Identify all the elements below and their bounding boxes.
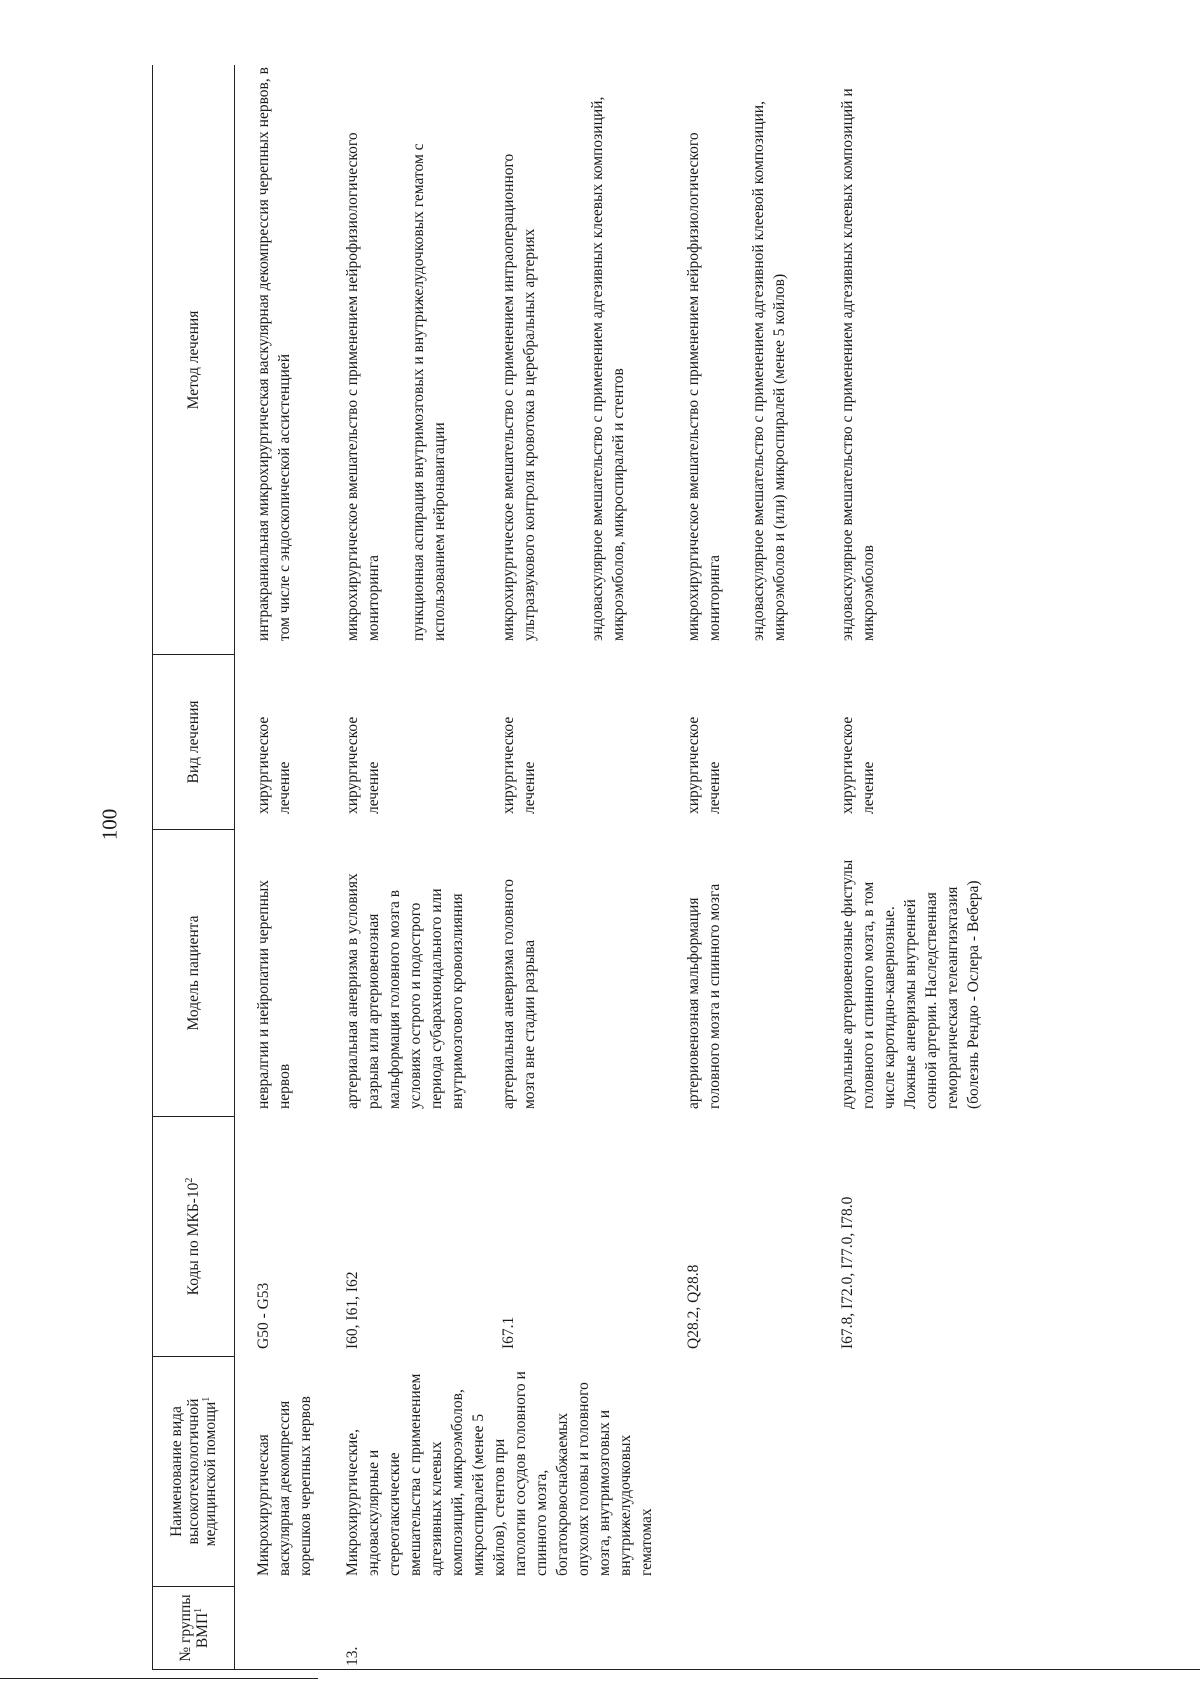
row-4-model: артериовенозная мальформация головного мозга и спинного мозга xyxy=(685,883,723,1109)
row-5-model: дуральные артериовенозные фистулы головного и спинного мозга, в том числе каротидно-кавернозные. Ложные аневризмы внутренней сонной артерии. Наследственная геморрагическая телеангиэктазия (болезнь Рендю - Ослера - Вебера) xyxy=(839,859,982,1109)
header-method-label: Метод лечения xyxy=(185,310,202,410)
row-1-method-1: интракраниальная микрохирургическая васкулярная декомпрессия черепных нервов, в том числе с эндоскопической ассистенцией xyxy=(255,67,293,641)
header-no xyxy=(153,1586,234,1669)
rotated-page-content xyxy=(152,65,1200,1670)
header-no-label: № группы ВМП xyxy=(176,1594,211,1662)
row-2-codes: I60, I61, I62 xyxy=(344,1271,361,1349)
row-2-type: хирургическое лечение xyxy=(344,716,382,814)
row-3-method-2: эндоваскулярное вмешательство с применением адгезивных клеевых композиций, микроэмболов, микроспиралей и стентов xyxy=(589,96,627,641)
row-3-type: хирургическое лечение xyxy=(500,716,538,814)
row-4-type: хирургическое лечение xyxy=(685,716,723,814)
header-method xyxy=(153,66,234,654)
row-2-name: Микрохирургические, эндоваскулярные и стереотаксические вмешательства с применением адгезивных клеевых композиций, микроэмболов, микроспиралей (менее 5 койлов), стентов при патологии сосудов головного и спинного мозга, богатокровоснабжаемых опухолях головы и головного мозга, внутримозговых и внутрижелудочковых гематомах xyxy=(344,1371,655,1576)
header-codes-footnote: 2 xyxy=(183,1177,195,1183)
header-model-label: Модель пациента xyxy=(185,915,202,1031)
row-2-model: артериальная аневризма в условиях разрыва или артериовенозная мальформация головного мозга в условиях острого и подострого периода субарахноидального или внутримозгового кровоизлияния xyxy=(344,873,466,1109)
row-5-codes: I67.8, I72.0, I77.0, I78.0 xyxy=(839,1196,856,1349)
row-1-codes: G50 - G53 xyxy=(255,1282,272,1349)
row-5-method-1: эндоваскулярное вмешательство с применением адгезивных клеевых композиций и микроэмболов xyxy=(839,88,877,641)
header-type-label: Вид лечения xyxy=(185,700,202,784)
header-type xyxy=(153,654,234,829)
row-3-codes: I67.1 xyxy=(500,1316,517,1349)
table-header xyxy=(153,65,235,1669)
row-1-type: хирургическое лечение xyxy=(255,716,293,814)
row-4-method-2: эндоваскулярное вмешательство с применением адгезивной клеевой композиции, микроэмболов и (или) микроспиралей (менее 5 койлов) xyxy=(750,101,788,641)
row-5-type: хирургическое лечение xyxy=(839,716,877,814)
row-1-model: невралгии и нейропатии черепных нервов xyxy=(255,879,293,1109)
row-2-method-1: микрохирургическое вмешательство с применением нейрофизиологического мониторинга xyxy=(344,132,382,641)
page-number: 100 xyxy=(97,808,122,841)
header-model xyxy=(153,829,234,1116)
row-3-method-1: микрохирургическое вмешательство с применением интраоперационного ультразвукового контроля кровотока в церебральных артериях xyxy=(500,153,538,641)
table-body xyxy=(235,65,1200,1669)
header-no-footnote: 1 xyxy=(192,1607,204,1613)
row-2-number: 13. xyxy=(344,1646,361,1666)
header-codes-label: Коды по МКБ-10 xyxy=(185,1182,202,1296)
header-name xyxy=(153,1356,234,1586)
header-name-label: Наименование вида высокотехнологичной медицинской помощи xyxy=(168,1398,219,1547)
row-4-method-1: микрохирургическое вмешательство с применением нейрофизиологического мониторинга xyxy=(685,132,723,641)
vmp-table xyxy=(152,65,1200,1670)
row-3-model: артериальная аневризма головного мозга вне стадии разрыва xyxy=(500,879,538,1109)
row-4-codes: Q28.2, Q28.8 xyxy=(685,1264,702,1349)
header-codes xyxy=(153,1116,234,1356)
footnote-divider xyxy=(0,1678,318,1679)
row-2-method-2: пункционная аспирация внутримозговых и внутрижелудочковых гематом с использованием нейронавигации xyxy=(410,143,448,641)
header-name-footnote: 1 xyxy=(200,1396,212,1402)
row-1-name: Микрохирургическая васкулярная декомпрессия корешков черепных нервов xyxy=(255,1396,314,1576)
